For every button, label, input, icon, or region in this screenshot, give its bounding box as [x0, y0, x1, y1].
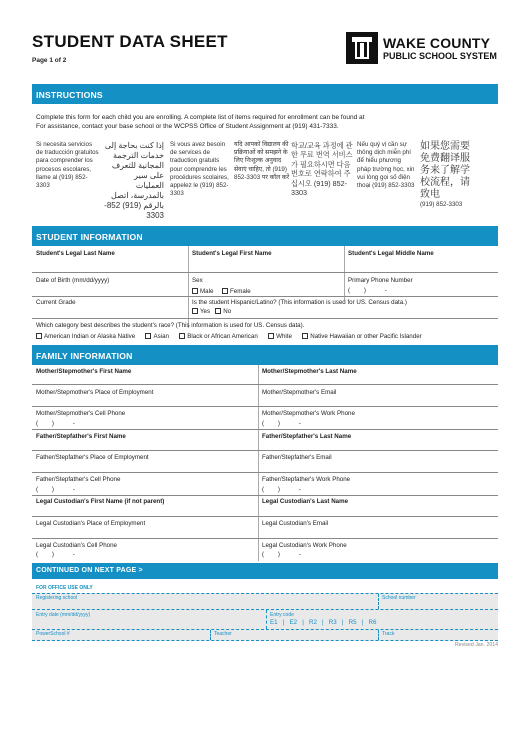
sex-label: Sex: [192, 277, 203, 284]
race-checkbox-asian[interactable]: [145, 333, 151, 339]
school-tower-icon: [346, 32, 378, 64]
chinese-phone: (919) 852-3303: [420, 201, 463, 208]
student-last-name-label: Student's Legal Last Name: [36, 250, 115, 257]
custodian-cell-label: Legal Custodian's Cell Phone: [36, 542, 117, 549]
wcpss-logo: [346, 32, 498, 64]
mother-first-name-label: Mother/Stepmother's First Name: [36, 368, 132, 375]
race-checkbox-hawaiian[interactable]: [302, 333, 308, 339]
instructions-heading: INSTRUCTIONS: [32, 84, 498, 104]
father-first-name-label: Father/Stepfather's First Name: [36, 433, 126, 440]
entry-code-options[interactable]: E1 | E2 | R2 | R3 | R5 | R6: [270, 619, 377, 626]
office-row-2: [32, 609, 498, 629]
mother-last-name-label: Mother/Stepmother's Last Name: [262, 368, 357, 375]
mother-cell-label: Mother/Stepmother's Cell Phone: [36, 410, 126, 417]
mother-cell-field[interactable]: ( ) -: [36, 420, 75, 427]
father-cell-label: Father/Stepfather's Cell Phone: [36, 476, 121, 483]
father-cell-field[interactable]: ( ) -: [36, 486, 75, 493]
family-info-heading: FAMILY INFORMATION: [32, 345, 498, 365]
father-employment-label: Father/Stepfather's Place of Employment: [36, 454, 149, 461]
race-label-asian: Asian: [153, 333, 169, 340]
instructions-text: [36, 114, 496, 132]
mother-email-label: Mother/Stepmother's Email: [262, 389, 337, 396]
sex-options: [192, 288, 251, 295]
student-middle-name-label: Student's Legal Middle Name: [348, 250, 434, 257]
logo-line-1: WAKE COUNTY: [383, 35, 491, 51]
custodian-first-name-label: Legal Custodian's First Name (if not parent): [36, 498, 165, 505]
yes-label: Yes: [200, 308, 211, 315]
french-notice: Si vous avez besoin de services de traduction gratuits pour comprendre les procédures scolaires, appelez le (919) 852-3303: [170, 141, 229, 198]
race-label-american-indian: American Indian or Alaska Native: [44, 333, 136, 340]
hispanic-options: [192, 308, 231, 315]
race-label-black: Black or African American: [187, 333, 258, 340]
primary-phone-label: Primary Phone Number: [348, 277, 413, 284]
race-checkbox-black[interactable]: [179, 333, 185, 339]
father-name-field[interactable]: [32, 450, 498, 451]
father-last-name-label: Father/Stepfather's Last Name: [262, 433, 352, 440]
custodian-employment-field[interactable]: [32, 538, 498, 539]
custodian-name-field[interactable]: [32, 516, 498, 517]
custodian-email-label: Legal Custodian's Email: [262, 520, 329, 527]
father-work-field[interactable]: ( ) -: [262, 486, 301, 493]
custodian-work-label: Legal Custodian's Work Phone: [262, 542, 347, 549]
office-row-3: [32, 629, 498, 641]
no-checkbox[interactable]: [215, 308, 221, 314]
student-first-name-label: Student's Legal First Name: [192, 250, 272, 257]
entry-date-label: Entry date (mm/dd/yyyy): [36, 612, 91, 618]
father-work-label: Father/Stepfather's Work Phone: [262, 476, 351, 483]
female-checkbox[interactable]: [222, 288, 228, 294]
powerschool-label: PowerSchool #: [36, 631, 70, 637]
mother-employment-field[interactable]: [32, 406, 498, 407]
race-label-white: White: [276, 333, 292, 340]
father-employment-field[interactable]: [32, 472, 498, 473]
office-use-section: [32, 585, 498, 641]
hispanic-question: Is the student Hispanic/Latino? (This information is used for US. Census data.): [192, 299, 407, 306]
translation-services: [36, 141, 496, 220]
race-checkbox-american-indian[interactable]: [36, 333, 42, 339]
yes-checkbox[interactable]: [192, 308, 198, 314]
korean-notice: 학교/교육 과정에 관한 무료 번역 서비스가 필요하시면 다음 번호로 연락하여 주십시오 (919) 852-3303: [291, 141, 353, 198]
instructions-line-1: Complete this form for each child you are enrolling. A complete list of items required for enrollment can be found at: [36, 114, 365, 121]
instructions-line-2: For assistance, contact your base school or the WCPSS Office of Student Assignment at (919) 431-7333.: [36, 122, 339, 130]
custodian-last-name-label: Legal Custodian's Last Name: [262, 498, 349, 505]
spanish-notice: Si necesita servicios de traducción gratuitos para comprender los procesos escolares, llame al (919) 852-3303: [36, 141, 99, 190]
page-number: Page 1 of 2: [32, 57, 67, 64]
father-email-label: Father/Stepfather's Email: [262, 454, 332, 461]
registering-school-label: Registering school: [36, 595, 78, 601]
vietnamese-notice: Nếu quý vị cần sự thông dịch miễn phí để hiểu phương pháp trường học, xin vui lòng gọi số điện thoại (919) 852-3303: [357, 141, 415, 190]
teacher-label: Teacher: [214, 631, 232, 637]
mother-work-field[interactable]: ( ) -: [262, 420, 301, 427]
hindi-notice: यदि आपको विद्यालय की प्रक्रियाओं को समझने के लिए निःशुल्क अनुवाद सेवाएं चाहिए, तो (919) 852-3303 पर कॉल करें: [234, 141, 290, 181]
school-number-label: School number: [382, 595, 416, 601]
no-label: No: [223, 308, 232, 315]
student-name-field[interactable]: [32, 272, 498, 273]
chinese-notice: 如果您需要免费翻译服务来了解学校流程，请致电: [420, 141, 470, 200]
mother-employment-label: Mother/Stepmother's Place of Employment: [36, 389, 154, 396]
male-label: Male: [200, 288, 214, 295]
current-grade-label: Current Grade: [36, 299, 76, 306]
race-label-hawaiian: Native Hawaiian or other Pacific Islander: [310, 333, 422, 340]
student-info-heading: STUDENT INFORMATION: [32, 226, 498, 246]
current-grade-field[interactable]: [32, 318, 498, 319]
race-checkbox-white[interactable]: [268, 333, 274, 339]
office-use-heading: FOR OFFICE USE ONLY: [36, 585, 93, 591]
dob-label: Date of Birth (mm/dd/yyyy): [36, 277, 110, 284]
race-options: [36, 333, 422, 340]
revision-date: Revised Jan. 2014: [455, 642, 498, 648]
female-label: Female: [230, 288, 251, 295]
logo-line-2: PUBLIC SCHOOL SYSTEM: [383, 51, 497, 61]
custodian-work-field[interactable]: ( ) -: [262, 551, 301, 558]
race-question: Which category best describes the student's race? (This information is used for US. Census data).: [36, 322, 305, 329]
office-row-1: [32, 593, 498, 609]
track-label: Track: [382, 631, 395, 637]
mother-name-field[interactable]: [32, 384, 498, 385]
primary-phone-field[interactable]: ( ) -: [348, 287, 387, 294]
entry-code-label: Entry code: [270, 612, 294, 618]
custodian-cell-field[interactable]: ( ) -: [36, 551, 75, 558]
mother-work-label: Mother/Stepmother's Work Phone: [262, 410, 355, 417]
male-checkbox[interactable]: [192, 288, 198, 294]
page-title: STUDENT DATA SHEET: [32, 32, 228, 51]
dob-field[interactable]: [32, 296, 498, 297]
custodian-employment-label: Legal Custodian's Place of Employment: [36, 520, 146, 527]
continued-banner: CONTINUED ON NEXT PAGE >: [32, 563, 498, 579]
header: [32, 30, 498, 70]
arabic-notice: إذا كنت بحاجة إلى خدمات الترجمة المجانية للتعرف على سير العمليات بالمدرسة، اتصل بالرقم (919) 852-3303: [104, 141, 164, 220]
